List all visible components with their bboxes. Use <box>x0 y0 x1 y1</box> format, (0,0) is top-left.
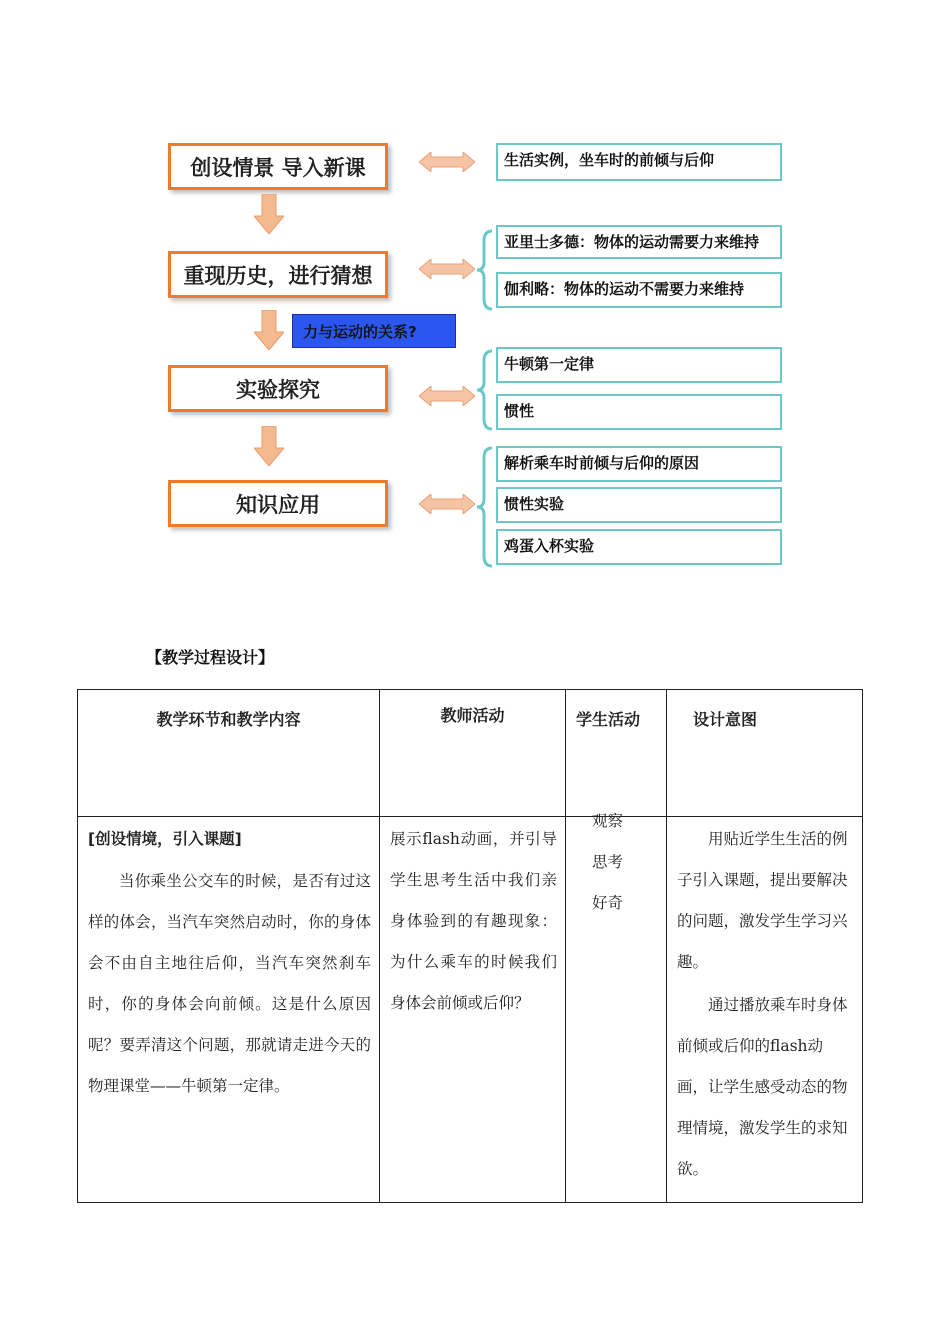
student-activity: 好奇 <box>592 894 624 912</box>
intent-paragraph: 通过播放乘车时身体前倾或后仰的flash动画，让学生感受动态的物理情境，激发学生的求知欲。 <box>677 996 848 1178</box>
question-label: 力与运动的关系? <box>303 323 417 341</box>
note-box <box>496 394 782 430</box>
brace-icon <box>474 349 494 431</box>
brace-icon <box>474 229 494 311</box>
student-activity: 观察 <box>592 812 624 830</box>
note-box <box>496 487 782 523</box>
header-intent: 设计意图 <box>667 690 863 817</box>
content-body: 当你乘坐公交车的时候，是否有过这样的体会，当汽车突然启动时，你的身体会不由自主地往后仰，当汽车突然刹车时，你的身体会向前倾。这是什么原因呢？要弄清这个问题，那就请走进今天的物理课堂——牛顿第一定律。 <box>88 872 371 1095</box>
down-arrow-icon <box>254 426 284 466</box>
teacher-cell <box>380 817 566 1203</box>
stage-label: 实验探究 <box>236 377 320 402</box>
section-title: 【教学过程设计】 <box>146 648 275 667</box>
down-arrow-icon <box>254 310 284 350</box>
note-box <box>496 347 782 383</box>
stage-label: 重现历史，进行猜想 <box>183 263 373 288</box>
double-arrow-icon <box>419 386 475 406</box>
note-box <box>496 272 782 308</box>
note-text: 惯性 <box>504 402 535 420</box>
note-box <box>496 143 782 181</box>
note-text: 牛顿第一定律 <box>504 355 595 373</box>
down-arrow-icon <box>254 194 284 234</box>
header-student: 学生活动 <box>566 690 667 817</box>
intent-cell <box>667 817 863 1203</box>
teaching-plan-table <box>77 689 863 1203</box>
stage-box-4 <box>168 480 388 527</box>
double-arrow-icon <box>419 259 475 279</box>
teacher-text: 展示flash动画，并引导学生思考生活中我们亲身体验到的有趣现象：为什么乘车的时候我们身体会前倾或后仰？ <box>390 830 557 1012</box>
student-cell <box>566 812 667 1203</box>
header-teacher: 教师活动 <box>380 690 566 817</box>
table-header-row <box>78 690 863 817</box>
note-box <box>496 529 782 565</box>
content-cell <box>78 817 380 1203</box>
note-text: 伽利略：物体的运动不需要力来维持 <box>504 280 745 298</box>
stage-label: 创设情景 导入新课 <box>190 155 366 180</box>
note-text: 生活实例，坐车时的前倾与后仰 <box>504 151 715 169</box>
student-activity: 思考 <box>592 853 624 871</box>
stage-box-3 <box>168 365 388 412</box>
note-box <box>496 446 782 482</box>
double-arrow-icon <box>419 152 475 172</box>
content-title: [创设情境，引入课题] <box>88 830 242 848</box>
table-row <box>78 817 863 1203</box>
header-content: 教学环节和教学内容 <box>78 690 380 817</box>
stage-label: 知识应用 <box>236 492 320 517</box>
note-text: 鸡蛋入杯实验 <box>504 537 595 555</box>
note-text: 惯性实验 <box>504 495 565 513</box>
note-box <box>496 225 782 259</box>
intent-paragraph: 用贴近学生生活的例子引入课题，提出要解决的问题，激发学生学习兴趣。 <box>677 830 848 971</box>
note-text: 亚里士多德：物体的运动需要力来维持 <box>504 233 760 251</box>
stage-box-2 <box>168 251 388 298</box>
question-box <box>292 314 456 348</box>
note-text: 解析乘车时前倾与后仰的原因 <box>504 454 700 472</box>
brace-icon <box>474 446 494 568</box>
stage-box-1 <box>168 143 388 190</box>
double-arrow-icon <box>419 494 475 514</box>
